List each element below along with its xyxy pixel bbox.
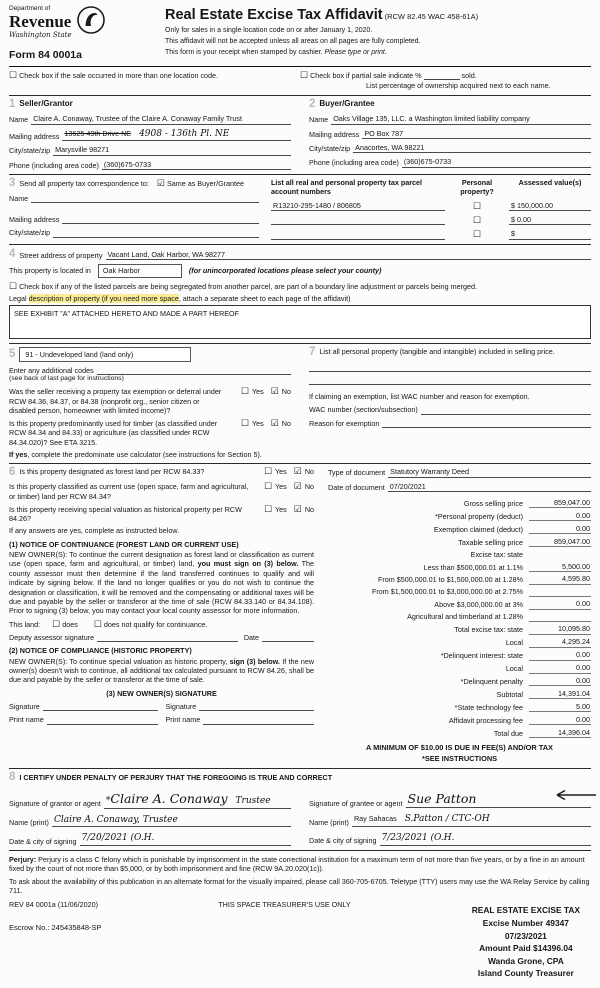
tax-row-label: Taxable selling price (458, 537, 523, 547)
tax-row-value: 0.00 (529, 715, 591, 725)
document-date-label: Date of document (328, 482, 385, 492)
notice-compliance-title: (2) NOTICE OF COMPLIANCE (HISTORIC PROPERTY) (9, 646, 192, 656)
grantor-signature-note: Trustee (235, 796, 271, 807)
s6-q3-no-checkbox[interactable]: ☑ (293, 503, 302, 514)
new-owner-print-label-1: Print name (9, 715, 44, 725)
land-use-code-select[interactable] (19, 347, 191, 361)
grantee-signature-value: Sue Patton (407, 791, 477, 807)
washington-state-label: Washington State (9, 31, 72, 40)
document-type-value: Statutory Warranty Deed (390, 467, 469, 477)
tax-row-value: 0.00 (529, 650, 591, 660)
tax-row-label: *Personal property (deduct) (435, 511, 523, 521)
seller-name-field[interactable] (31, 114, 291, 124)
seller-address-field[interactable] (62, 129, 291, 142)
deputy-date-field[interactable] (262, 633, 314, 642)
grantor-signature-label: Signature of grantor or agent (9, 799, 101, 809)
parcel-number-field-2[interactable] (271, 216, 445, 225)
s6-q2-yes-checkbox[interactable]: ☐ (264, 481, 273, 492)
if-any-yes-note: If any answers are yes, complete as instructed below. (9, 526, 180, 536)
tax-computation-block (328, 467, 591, 763)
new-owner-signature-field-2[interactable] (199, 702, 314, 711)
form-number: Form 84 0001a (9, 49, 82, 62)
tax-row-value: 0.00 (529, 663, 591, 673)
land-does-label: does (62, 619, 78, 629)
dor-seal-icon (76, 5, 106, 35)
section-2-number: 2 (309, 97, 316, 110)
if-yes-rest: , complete the predominate use calculator (see instructions for Section 5). (27, 450, 262, 460)
same-as-buyer-label: Same as Buyer/Grantee (166, 179, 245, 189)
tax-row-value: 0.00 (529, 524, 591, 534)
seller-buyer-section (9, 96, 591, 175)
seller-phone-field[interactable] (102, 160, 291, 170)
document-date-value: 07/20/2021 (389, 481, 426, 491)
section-6-number: 6 (9, 466, 16, 479)
grantor-print-label: Name (print) (9, 818, 49, 828)
buyer-grantee-block (309, 99, 591, 170)
seller-address-handwritten: 4908 - 136th Pl. NE (139, 128, 230, 139)
new-owner-signature-label-1: Signature (9, 702, 40, 712)
grantee-date-field[interactable] (380, 833, 591, 846)
buyer-city-label: City/state/zip (309, 143, 351, 153)
assessed-value-field-2[interactable] (509, 215, 591, 225)
tax-row-label: *Delinquent penalty (460, 677, 523, 687)
tax-row-label: Subtotal (496, 690, 523, 700)
alternate-format-note: To ask about the availability of this publication in an alternate format for the visually impaired, please call 360-705-6705. Teletype (TTY) users may use the WA Relay Service by calling 711. (9, 876, 590, 896)
deputy-assessor-label: Deputy assessor signature (9, 632, 95, 642)
tax-row-value: 0.00 (529, 511, 591, 521)
dept-of-label: Department of (9, 5, 51, 12)
dor-logo (9, 5, 161, 63)
this-land-label: This land: (9, 619, 41, 629)
grantee-signature-label: Signature of grantee or agent (309, 798, 403, 808)
tax-row-label: Local (505, 638, 523, 648)
grantor-date-label: Date & city of signing (9, 836, 77, 846)
stamp-treasurer-name: Wanda Grone, CPA (487, 955, 564, 966)
tax-row-value: 5.00 (529, 702, 591, 712)
notice-continuance-body (9, 550, 314, 616)
seller-city-label: City/state/zip (9, 146, 51, 156)
document-type-field[interactable] (388, 467, 591, 477)
s5-q1-no-checkbox[interactable]: ☑ (270, 386, 279, 397)
multi-location-checkbox[interactable]: ☐ (9, 70, 18, 81)
seller-name-label: Name (9, 115, 29, 125)
buyer-name-value: Oaks Village 135, LLC. a Washington limited liability company (333, 114, 530, 124)
notice-compliance-body (9, 657, 314, 685)
tax-row-value: 4,595.80 (529, 574, 591, 584)
s5-q1-yes-checkbox[interactable]: ☐ (241, 386, 250, 397)
certification-section (9, 769, 591, 852)
new-owners-signature-title: (3) NEW OWNER(S) SIGNATURE (106, 688, 217, 698)
new-owner-print-label-2: Print name (165, 715, 201, 725)
if-yes-label: If yes (9, 450, 28, 460)
tax-row-label: Above $3,000,000.00 at 3% (434, 600, 523, 610)
grantee-print-typed: Ray Sahacas (353, 814, 397, 824)
assessed-values-header: Assessed value(s) (518, 178, 582, 187)
seller-city-field[interactable] (53, 145, 291, 155)
buyer-heading: Buyer/Grantee (319, 99, 375, 109)
property-located-label: This property is located in (9, 266, 91, 276)
tax-row-label: From $1,500,000.01 to $3,000,000.00 at 2.75% (371, 587, 523, 597)
yes-label: Yes (275, 482, 287, 492)
no-label: No (304, 467, 315, 477)
tax-row-label: From $500,000.01 to $1,500,000.00 at 1.28% (377, 575, 523, 585)
notice-continuance-text-b: The county assessor must then determine if the land transferred continues to qualify and will indicate by signing below. If the land no longer qualifies or you do not wish to continue the designation or classification, it will be removed and the compensating or additional taxes will be due and payable by the seller or transferor at the time of sale (RCW 84.33.140 or 84.34.108). Prior to signing (3) below, you may contact your local county assessor for more information. (9, 559, 315, 616)
seller-name-value: Claire A. Conaway, Trustee of the Claire A. Conaway Family Trust (33, 114, 242, 124)
s6-q2-no-checkbox[interactable]: ☑ (293, 481, 302, 492)
parcel-numbers-header: List all real and personal property tax parcel account numbers (271, 178, 422, 197)
grantee-date-label: Date & city of signing (309, 836, 377, 846)
assessed-value-3: $ (511, 229, 515, 239)
handdrawn-arrow-icon (551, 788, 597, 802)
grantee-signature-block (309, 785, 591, 846)
buyer-phone-value: (360)675-0733 (403, 157, 452, 167)
personal-property-line-2[interactable] (309, 376, 591, 385)
minimum-due-note: A MINIMUM OF $10.00 IS DUE IN FEE(S) AND/OR TAX (366, 743, 553, 753)
tax-row-value: 0.00 (529, 676, 591, 686)
s5-question-2: Is this property predominantly used for timber (as classified under RCW 84.34 and 84.33) or agriculture (as classified under RCW 84.34.020)? See ETA 3215. (9, 419, 218, 447)
stamp-excise-number: Excise Number 49347 (482, 917, 569, 928)
s5-q2-yes-checkbox[interactable]: ☐ (241, 418, 250, 428)
rev-number: REV 84 0001a (11/06/2020) (9, 899, 98, 909)
notice-compliance-bold: sign (3) below. (229, 656, 280, 666)
correspondence-city-label: City/state/zip (9, 228, 51, 238)
exemption-reason-field[interactable] (382, 419, 591, 428)
s6-q1-no-checkbox[interactable]: ☑ (293, 466, 302, 477)
s6-question-3: Is this property receiving special valuation as historical property per RCW 84.26? (9, 504, 242, 524)
s6-question-1: Is this property designated as forest land per RCW 84.33? (19, 467, 205, 477)
header-note-3 (165, 48, 591, 57)
stamp-amount-paid: Amount Paid $14396.04 (479, 943, 573, 954)
stamp-title: REAL ESTATE EXCISE TAX (471, 905, 580, 916)
s6-question-2: Is this property classified as current use (open space, farm and agricultural, or timber) land per RCW 84.34? (9, 482, 249, 501)
certify-statement: I CERTIFY UNDER PENALTY OF PERJURY THAT THE FOREGOING IS TRUE AND CORRECT (19, 772, 333, 782)
segregated-checkbox[interactable]: ☐ (9, 280, 18, 291)
correspondence-block (9, 178, 259, 240)
assessed-value-field-1[interactable] (509, 201, 591, 211)
section-7-number: 7 (309, 346, 316, 359)
yes-label: Yes (275, 467, 287, 477)
parcel-number-field-3[interactable] (271, 231, 445, 240)
s5-question-1: Was the seller receiving a property tax exemption or deferral under RCW 84.36, 84.37, or 84.38 (nonprofit org., senior citizen or disabled person, homeowner with limited income)? (9, 387, 222, 416)
section-4-number: 4 (9, 247, 16, 260)
perjury-statement (9, 855, 591, 874)
grantee-print-handwritten: S.Patton / CTC-OH (404, 814, 490, 825)
seller-grantor-block (9, 99, 291, 170)
buyer-city-field[interactable] (353, 143, 591, 153)
correspondence-name-field[interactable] (31, 194, 259, 203)
additional-codes-label: Enter any additional codes (9, 365, 94, 375)
tax-row-value (529, 551, 591, 559)
land-does-checkbox[interactable]: ☐ (52, 618, 61, 629)
seller-phone-label: Phone (including area code) (9, 160, 99, 170)
segregated-label: Check box if any of the listed parcels are being segregated from another parcel, are part of a boundary line adjustment or parcels being merged. (19, 281, 477, 291)
deputy-assessor-signature-field[interactable] (97, 633, 238, 642)
buyer-phone-label: Phone (including area code) (309, 158, 399, 168)
tax-row-label: Total due (493, 728, 523, 738)
land-does-not-label: does not qualify for continuance. (103, 619, 208, 629)
form-title: Real Estate Excise Tax Affidavit (165, 7, 383, 23)
street-address-label: Street address of property (19, 250, 103, 260)
parcel-table (271, 178, 591, 240)
tax-row-label: Total excise tax: state (454, 625, 523, 635)
land-does-not-checkbox[interactable]: ☐ (93, 618, 102, 629)
buyer-name-field[interactable] (331, 114, 591, 124)
section-3-number: 3 (9, 177, 16, 189)
personal-property-checkbox-1[interactable]: ☐ (472, 200, 482, 211)
personal-property-header: Personal property? (460, 178, 494, 197)
no-label: No (304, 482, 315, 492)
perjury-text: Perjury is a class C felony which is punishable by imprisonment in the state correctional institution for a maximum term of not more than five years, or by a fine in an amount fixed by the court of not more than $5,000, or by both imprisonment and fine (RCW 9A.20.020(1c)). (9, 855, 585, 874)
buyer-phone-field[interactable] (402, 157, 591, 167)
stamp-date: 07/23/2021 (504, 930, 547, 941)
unincorporated-note: (for unincorporated locations please select your county) (188, 266, 382, 276)
top-checkbox-row (9, 67, 591, 96)
seller-heading: Seller/Grantor (19, 99, 73, 109)
grantor-signature-field[interactable] (104, 791, 291, 809)
partial-sale-sold-label: sold. (461, 71, 477, 81)
send-correspondence-label: Send all property tax correspondence to: (19, 179, 149, 189)
section-7-block (309, 347, 591, 459)
yes-label: Yes (275, 504, 287, 514)
form-header (9, 5, 591, 67)
revenue-wordmark: Revenue (9, 12, 72, 32)
escrow-number: Escrow No.: 245435848-SP (9, 922, 102, 932)
tax-row-value: 10,095.80 (529, 624, 591, 634)
grantee-print-label: Name (print) (309, 817, 349, 827)
legal-description-box[interactable] (9, 305, 591, 339)
grantee-print-field[interactable] (352, 814, 591, 827)
yes-label: Yes (251, 419, 264, 428)
perjury-label: Perjury: (9, 855, 37, 865)
new-owner-print-field-2[interactable] (203, 716, 314, 725)
legal-description-value: SEE EXHIBIT "A" ATTACHED HERETO AND MADE A PART HEREOF (14, 309, 240, 319)
document-date-field[interactable] (388, 482, 591, 492)
see-instructions-note: *SEE INSTRUCTIONS (421, 753, 498, 763)
deputy-date-label: Date (243, 632, 260, 642)
buyer-city-value: Anacortes, WA 98221 (355, 142, 425, 152)
property-location-value: Oak Harbor (102, 266, 141, 276)
grantor-signature-block (9, 785, 291, 846)
treasurer-stamp (472, 904, 580, 980)
section-1-number: 1 (9, 97, 16, 110)
seller-address-struck: 13625 49th Drive NE (64, 128, 132, 138)
s6-q3-yes-checkbox[interactable]: ☐ (264, 503, 273, 514)
tax-row-value: 5,500.00 (529, 562, 591, 572)
new-owner-signature-label-2: Signature (165, 702, 197, 712)
tax-row-value: 859,047.00 (529, 498, 591, 508)
section-5-number: 5 (9, 347, 16, 360)
tax-row-label: Gross selling price (463, 498, 523, 508)
partial-sale-percent-field[interactable] (424, 72, 460, 80)
grantor-signature-value: Claire A. Conaway (110, 791, 228, 807)
grantee-date-value: 7/23/2021 (O.H. (381, 832, 455, 843)
tax-row-value (529, 614, 591, 622)
tax-row-value: 14,396.04 (529, 728, 591, 738)
header-note-1: Only for sales in a single location code on or after January 1, 2020. (165, 27, 373, 35)
new-owner-print-field-1[interactable] (47, 716, 158, 725)
treasurer-space-label: THIS SPACE TREASURER'S USE ONLY (218, 899, 351, 909)
personal-property-line-1[interactable] (309, 363, 591, 372)
same-as-buyer-checkbox[interactable]: ☑ (156, 178, 165, 189)
document-type-label: Type of document (328, 468, 386, 478)
buyer-address-field[interactable] (362, 129, 591, 139)
correspondence-city-field[interactable] (53, 229, 259, 238)
tax-row-label: Less than $500,000.01 at 1.1% (423, 562, 523, 572)
form-title-rcw: (RCW 82.45 WAC 458-61A) (384, 12, 479, 21)
tax-row-label: *State technology fee (454, 703, 523, 712)
notice-compliance-text-b: If the new owner(s) doesn't wish to continue, all additional tax calculated pursuant to RCW 84.26, shall be due and payable by the seller or transferor at the time of sale. (9, 656, 315, 685)
header-note-3-text: This form is your receipt when stamped by cashier. (165, 48, 325, 56)
wac-number-field[interactable] (421, 406, 591, 415)
seller-phone-value: (360)675-0733 (103, 159, 152, 169)
correspondence-address-field[interactable] (62, 215, 259, 224)
signature-mark: * (105, 796, 111, 807)
assessed-value-1: $ 150,000.00 (511, 200, 553, 210)
personal-property-intro: List all personal property (tangible and intangible) included in selling price. (319, 347, 555, 357)
notice-compliance-text-a: NEW OWNER(S): To continue special valuation as historic property, (9, 656, 230, 666)
partial-sale-checkbox[interactable]: ☐ (300, 70, 309, 81)
tax-row-value: 0.00 (529, 599, 591, 609)
stamp-treasurer-title: Island County Treasurer (477, 968, 574, 979)
section-5-block (9, 347, 291, 459)
street-address-value: Vacant Land, Oak Harbor, WA 98277 (107, 249, 225, 259)
personal-property-checkbox-3[interactable]: ☐ (472, 229, 482, 240)
legal-description-label-a: Legal (9, 294, 29, 304)
header-note-2: This affidavit will not be accepted unless all areas on all pages are fully completed. (165, 37, 421, 45)
exemption-reason-label: Reason for exemption (309, 418, 380, 428)
multi-location-label: Check box if the sale occurred in more than one location code. (19, 71, 219, 81)
correspondence-parcel-section (9, 175, 591, 245)
land-use-code-value: 91 - Undeveloped land (land only) (25, 349, 134, 359)
section-8-number: 8 (9, 770, 16, 783)
buyer-address-label: Mailing address (309, 129, 360, 139)
parcel-number-value: R13210-295-1480 / 806805 (273, 200, 361, 210)
designation-tax-section (9, 464, 591, 768)
assessed-value-2: $ 0.00 (511, 215, 531, 225)
property-location-select[interactable] (98, 264, 182, 277)
seller-address-label: Mailing address (9, 131, 60, 141)
correspondence-name-label: Name (9, 193, 29, 203)
property-location-section (9, 245, 591, 345)
tax-row-label: Exemption claimed (deduct) (433, 524, 523, 534)
legal-description-label-b: , attach a separate sheet to each page of the affidavit) (178, 294, 351, 304)
grantor-print-field[interactable] (52, 815, 291, 828)
no-label: No (304, 504, 315, 514)
additional-codes-field[interactable] (97, 366, 291, 375)
new-owner-signature-field-1[interactable] (43, 702, 158, 711)
ownership-percentage-note: List percentage of ownership acquired next to each name. (366, 81, 551, 91)
tax-row-value (529, 589, 591, 597)
use-code-personal-property-section (9, 344, 591, 464)
partial-sale-label: Check box if partial sale indicate % (310, 71, 422, 81)
correspondence-address-label: Mailing address (9, 214, 60, 224)
tax-row-label: *Delinquent interest: state (440, 651, 523, 661)
no-label: No (281, 387, 291, 397)
buyer-name-label: Name (309, 115, 329, 125)
grantor-date-value: 7/20/2021 (O.H. (81, 833, 155, 844)
s5-q2-no-checkbox[interactable]: ☑ (270, 418, 279, 428)
seller-city-value: Marysville 98271 (55, 145, 110, 155)
notice-continuance-bold: you must sign on (3) below. (197, 559, 299, 569)
legal-description-highlight: description of property (if you need more space (28, 294, 179, 304)
wac-number-label: WAC number (section/subsection) (309, 405, 418, 415)
personal-property-checkbox-2[interactable]: ☐ (472, 215, 482, 226)
yes-label: Yes (251, 387, 264, 397)
tax-row-value: 4,295.24 (529, 637, 591, 647)
tax-row-label: Agricultural and timberland at 1.28% (407, 612, 523, 622)
tax-row-value: 859,047.00 (529, 537, 591, 547)
no-label: No (281, 419, 291, 428)
additional-codes-note: (see back of last page for instructions) (9, 375, 124, 383)
assessed-value-field-3[interactable] (509, 229, 591, 239)
tax-row-value: 14,391.04 (529, 689, 591, 699)
parcel-number-field[interactable] (271, 201, 445, 211)
tax-row-label: Affidavit processing fee (448, 715, 523, 725)
exemption-note: If claiming an exemption, list WAC number and reason for exemption. (309, 391, 530, 401)
notice-continuance-title: (1) NOTICE OF CONTINUANCE (FOREST LAND OR CURRENT USE) (9, 539, 239, 549)
s6-q1-yes-checkbox[interactable]: ☐ (264, 466, 273, 477)
tax-row-label: Local (505, 664, 523, 674)
grantor-print-value: Claire A. Conaway, Trustee (53, 814, 178, 825)
section-6-block (9, 467, 314, 763)
type-or-print-note: Please type or print. (324, 48, 387, 56)
notice-continuance-text-a: NEW OWNER(S): To continue the current designation as forest land or classification as current use (open space, farm and agricultural, or timber) land, (9, 550, 315, 569)
grantor-date-field[interactable] (80, 833, 291, 846)
tax-row-label: Excise tax: state (470, 549, 523, 559)
street-address-field[interactable] (106, 250, 591, 260)
buyer-address-value: PO Box 787 (364, 128, 404, 138)
